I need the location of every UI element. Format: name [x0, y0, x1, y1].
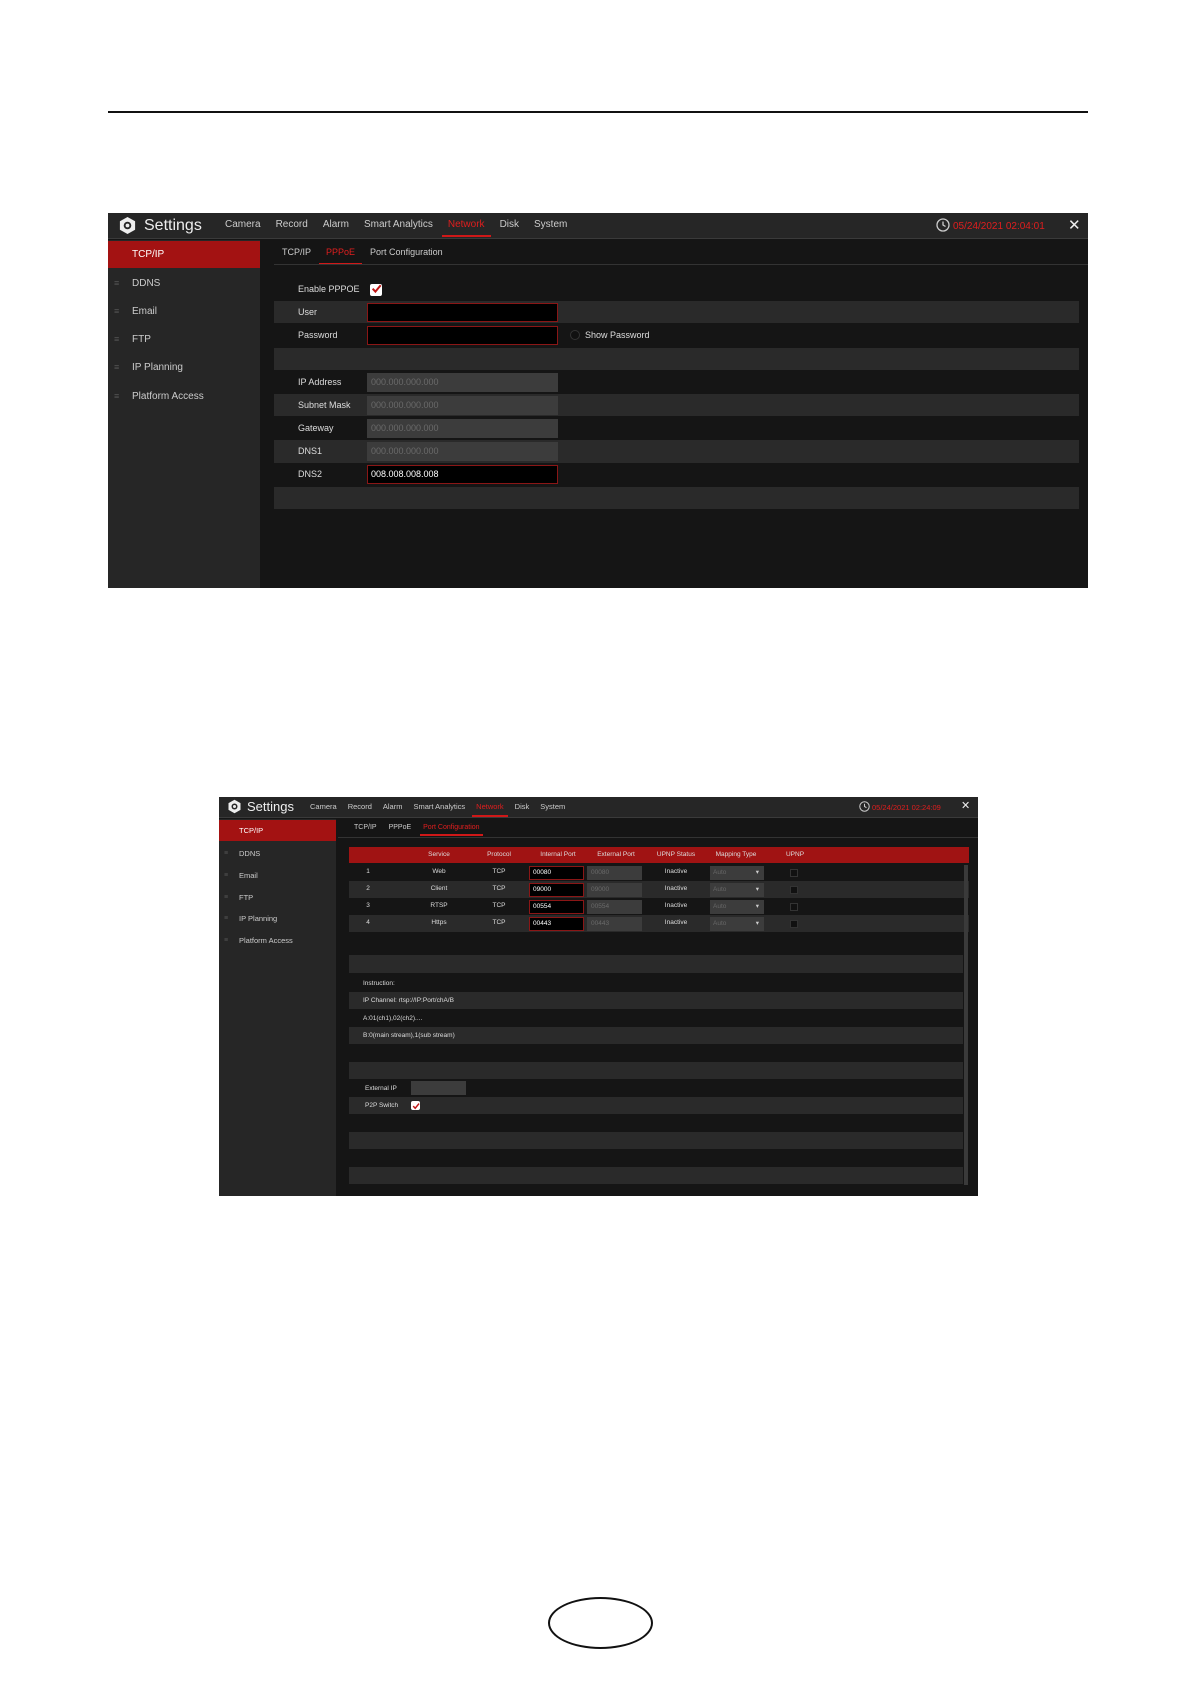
close-icon[interactable]: ✕	[961, 800, 971, 812]
header-service: Service	[428, 851, 450, 858]
mapping-type-select[interactable]	[710, 917, 764, 931]
header-upnp: UPNP	[785, 851, 805, 858]
sidebar-item-label: Email	[239, 870, 258, 880]
sidebar-item-label: IP Planning	[239, 913, 278, 923]
clock-icon	[936, 218, 950, 235]
sub-tabs	[354, 824, 480, 831]
clock-icon	[859, 801, 870, 814]
sidebar-item-ftp[interactable]	[108, 326, 260, 352]
sidebar-item-ftp[interactable]	[219, 887, 336, 907]
main-menu	[225, 219, 567, 230]
close-icon[interactable]: ✕	[1068, 217, 1081, 234]
row-protocol: TCP	[492, 885, 506, 892]
datetime-text: 05/24/2021 02:24:09	[872, 803, 941, 812]
subnet-mask-field[interactable]: 000.000.000.000	[367, 396, 558, 415]
menu-smart-analytics[interactable]: Smart Analytics	[363, 219, 433, 230]
enable-pppoe-checkbox[interactable]	[370, 284, 382, 296]
sidebar-item-email[interactable]	[219, 865, 336, 885]
menu-alarm[interactable]: Alarm	[322, 219, 349, 230]
menu-smart-analytics[interactable]: Smart Analytics	[413, 802, 466, 811]
list-icon: ≡	[114, 334, 120, 344]
sidebar-item-label: Email	[132, 305, 158, 317]
instruction-line: IP Channel: rtsp://IP:Port/chA/B	[363, 997, 454, 1004]
tab-pppoe[interactable]: PPPoE	[388, 824, 412, 831]
ip-address-field[interactable]: 000.000.000.000	[367, 373, 558, 392]
tabs-underline	[274, 264, 1088, 265]
header-internal-port: Internal Port	[540, 851, 576, 858]
datetime-display	[936, 218, 1045, 235]
settings-title: Settings	[144, 216, 202, 234]
scrollbar[interactable]	[964, 865, 968, 1185]
port-table-header	[349, 847, 969, 863]
title-bar	[108, 213, 1088, 239]
list-icon: ≡	[114, 278, 120, 288]
bottom-row	[274, 487, 1079, 509]
row-protocol: TCP	[492, 902, 506, 909]
sidebar-item-platform-access[interactable]	[219, 930, 336, 950]
sidebar-item-label: IP Planning	[132, 361, 183, 373]
upnp-checkbox[interactable]	[790, 869, 798, 877]
datetime-display	[859, 801, 941, 814]
mapping-type-value: Auto	[713, 920, 727, 927]
list-icon: ≡	[224, 849, 229, 857]
row-number: 3	[366, 902, 370, 909]
p2p-switch-label: P2P Switch	[365, 1102, 399, 1109]
instruction-line: B:0(main stream),1(sub stream)	[363, 1032, 455, 1039]
dns1-label: DNS1	[298, 446, 323, 456]
spacer-row	[349, 1062, 963, 1079]
instruction-label: Instruction:	[363, 980, 395, 987]
enable-pppoe-label: Enable PPPOE	[298, 284, 360, 294]
menu-record[interactable]: Record	[275, 219, 308, 230]
internal-port-field[interactable]: 00080	[529, 866, 584, 880]
tab-tcpip[interactable]: TCP/IP	[282, 247, 312, 257]
list-icon: ≡	[224, 936, 229, 944]
header-upnp-status: UPNP Status	[656, 851, 696, 858]
spacer-row	[349, 1132, 963, 1149]
menu-alarm[interactable]: Alarm	[382, 802, 403, 811]
sidebar-item-label: Platform Access	[239, 935, 293, 945]
menu-disk[interactable]: Disk	[499, 219, 520, 230]
upnp-checkbox[interactable]	[790, 920, 798, 928]
list-icon: ≡	[114, 391, 120, 401]
sidebar	[219, 819, 336, 1196]
list-icon: ≡	[224, 914, 229, 922]
sidebar-item-label: TCP/IP	[239, 826, 264, 835]
sidebar-item-ip-planning[interactable]	[219, 908, 336, 928]
gateway-field[interactable]: 000.000.000.000	[367, 419, 558, 438]
gear-icon	[227, 799, 242, 814]
table-row	[349, 898, 969, 915]
tab-port-configuration[interactable]: Port Configuration	[423, 824, 480, 831]
check-icon	[412, 1097, 420, 1115]
list-icon: ≡	[114, 362, 120, 372]
sidebar-item-tcpip[interactable]	[108, 241, 260, 268]
sidebar-item-label: DDNS	[239, 848, 261, 858]
show-password-label: Show Password	[585, 330, 650, 340]
dns1-field[interactable]: 000.000.000.000	[367, 442, 558, 461]
external-port-field[interactable]: 00443	[587, 917, 642, 931]
sidebar-item-email[interactable]	[108, 298, 260, 324]
table-row	[349, 915, 969, 932]
sidebar-item-label: FTP	[132, 333, 151, 345]
mapping-type-select[interactable]	[710, 883, 764, 897]
user-field[interactable]	[367, 303, 558, 322]
row-protocol: TCP	[492, 868, 506, 875]
sidebar-item-ddns[interactable]	[219, 843, 336, 863]
main-menu	[310, 802, 565, 811]
gear-icon	[118, 216, 137, 235]
mapping-type-value: Auto	[713, 869, 727, 876]
password-field[interactable]	[367, 326, 558, 345]
settings-logo	[118, 216, 202, 235]
mapping-type-value: Auto	[713, 903, 727, 910]
menu-system[interactable]: System	[534, 219, 568, 230]
chevron-down-icon: ▾	[755, 886, 759, 893]
mapping-type-select[interactable]	[710, 866, 764, 880]
sidebar-item-tcpip[interactable]	[219, 820, 336, 841]
check-icon	[371, 281, 382, 299]
screenshot-port-configuration	[219, 797, 978, 1196]
gateway-label: Gateway	[298, 423, 334, 433]
sidebar-item-label: DDNS	[132, 277, 161, 289]
list-icon: ≡	[114, 306, 120, 316]
header-external-port: External Port	[597, 851, 635, 858]
menu-camera[interactable]: Camera	[310, 802, 337, 811]
header-protocol: Protocol	[487, 851, 511, 858]
sub-tabs	[282, 247, 443, 257]
tab-pppoe[interactable]: PPPoE	[326, 247, 356, 257]
datetime-text: 05/24/2021 02:04:01	[953, 221, 1045, 232]
screenshot-pppoe	[108, 213, 1088, 588]
row-number: 2	[366, 885, 370, 892]
chevron-down-icon: ▾	[755, 920, 759, 927]
row-upnp-status: Inactive	[664, 919, 688, 926]
internal-port-field[interactable]: 00443	[529, 917, 584, 931]
row-upnp-status: Inactive	[664, 868, 688, 875]
tab-port-configuration[interactable]: Port Configuration	[370, 247, 443, 257]
menu-record[interactable]: Record	[347, 802, 372, 811]
spacer-row	[349, 1167, 963, 1184]
external-port-field[interactable]: 00080	[587, 866, 642, 880]
menu-network[interactable]: Network	[476, 802, 504, 811]
row-service: Client	[430, 885, 448, 892]
settings-title: Settings	[247, 799, 294, 814]
dns2-label: DNS2	[298, 469, 323, 479]
sidebar-item-platform-access[interactable]	[108, 383, 260, 409]
show-password-toggle[interactable]	[570, 330, 580, 340]
menu-system[interactable]: System	[540, 802, 566, 811]
menu-disk[interactable]: Disk	[514, 802, 530, 811]
upnp-checkbox[interactable]	[790, 903, 798, 911]
menu-camera[interactable]: Camera	[225, 219, 261, 230]
row-upnp-status: Inactive	[664, 885, 688, 892]
chevron-down-icon: ▾	[755, 903, 759, 910]
list-icon: ≡	[224, 893, 229, 901]
tabs-underline	[338, 837, 978, 838]
row-service: Web	[432, 868, 446, 875]
external-port-field[interactable]: 00554	[587, 900, 642, 914]
external-ip-field[interactable]	[411, 1081, 466, 1095]
internal-port-field[interactable]: 00554	[529, 900, 584, 914]
sidebar-item-ip-planning[interactable]	[108, 354, 260, 380]
instruction-line: A:01(ch1),02(ch2)....	[363, 1015, 423, 1022]
external-ip-label: External IP	[365, 1085, 397, 1092]
external-port-field[interactable]: 09000	[587, 883, 642, 897]
user-label: User	[298, 307, 318, 317]
menu-network[interactable]: Network	[447, 219, 485, 230]
dns2-field[interactable]: 008.008.008.008	[367, 465, 558, 484]
row-protocol: TCP	[492, 919, 506, 926]
row-service: Https	[431, 919, 447, 926]
list-icon: ≡	[224, 871, 229, 879]
subnet-mask-label: Subnet Mask	[298, 400, 351, 410]
row-upnp-status: Inactive	[664, 902, 688, 909]
header-rule	[108, 111, 1088, 113]
row-number: 1	[366, 868, 370, 875]
sidebar-item-ddns[interactable]	[108, 270, 260, 296]
internal-port-field[interactable]: 09000	[529, 883, 584, 897]
row-number: 4	[366, 919, 370, 926]
sidebar	[108, 240, 260, 588]
sidebar-item-label: TCP/IP	[132, 249, 165, 260]
page-number-oval	[548, 1597, 653, 1649]
row-service: RTSP	[430, 902, 448, 909]
tab-tcpip[interactable]: TCP/IP	[354, 824, 377, 831]
sidebar-item-label: Platform Access	[132, 390, 204, 402]
spacer-row	[349, 955, 963, 973]
table-row	[349, 881, 969, 898]
settings-logo	[227, 799, 294, 814]
title-bar	[219, 797, 978, 818]
mapping-type-value: Auto	[713, 886, 727, 893]
sidebar-item-label: FTP	[239, 892, 254, 902]
password-label: Password	[298, 330, 338, 340]
mapping-type-select[interactable]	[710, 900, 764, 914]
header-mapping-type: Mapping Type	[715, 851, 757, 858]
ip-address-label: IP Address	[298, 377, 342, 387]
p2p-row	[349, 1097, 963, 1114]
table-row	[349, 864, 969, 881]
upnp-checkbox[interactable]	[790, 886, 798, 894]
separator-row	[274, 348, 1079, 370]
p2p-switch-checkbox[interactable]	[411, 1101, 420, 1110]
chevron-down-icon: ▾	[755, 869, 759, 876]
